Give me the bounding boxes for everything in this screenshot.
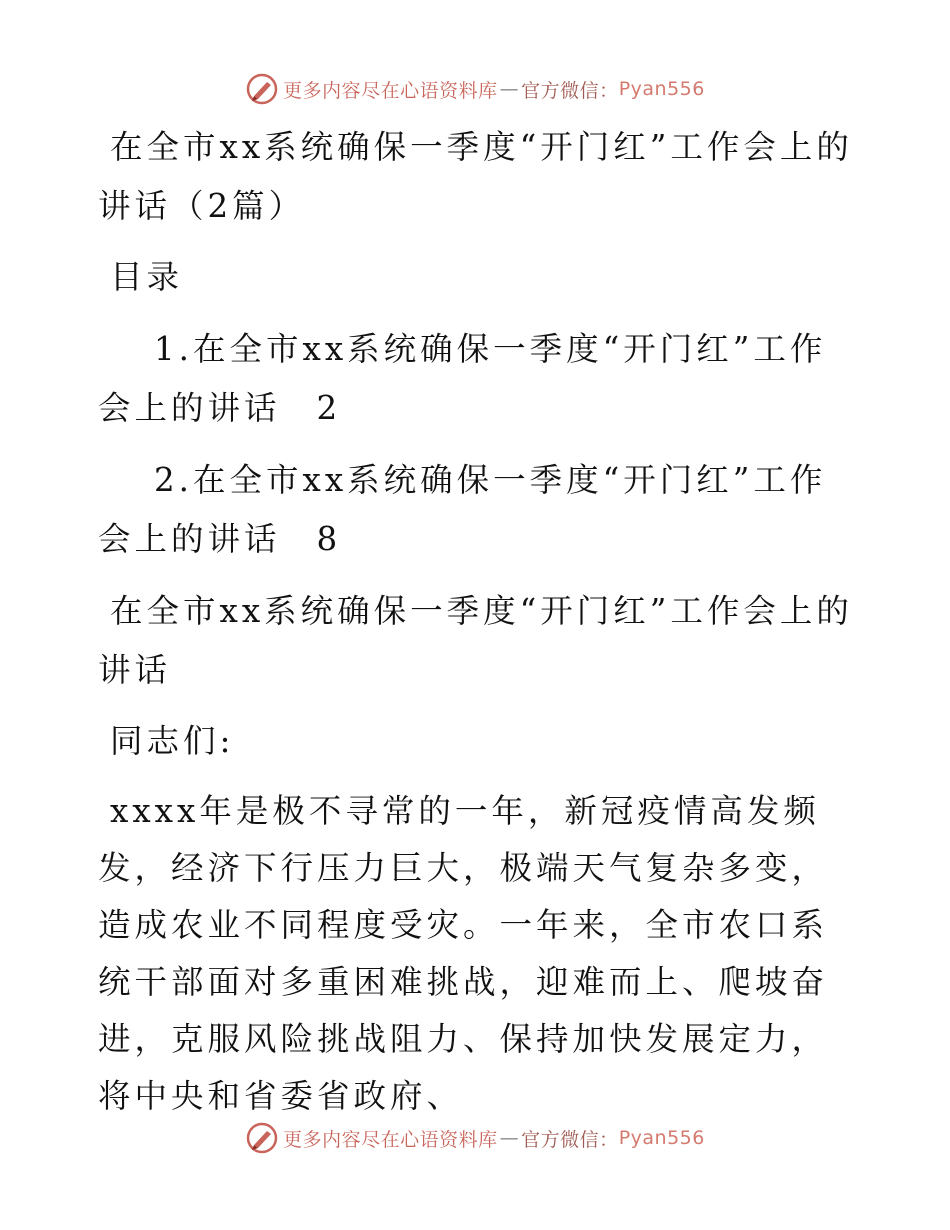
toc-item-label: 2.在全市xx系统确保一季度“开门红”工作会上的讲话 [98, 461, 827, 558]
pen-logo-icon [245, 72, 279, 106]
toc-item [98, 451, 858, 569]
watermark-wechat-label: 官方微信： [521, 79, 619, 102]
watermark-footer [0, 1121, 950, 1155]
section-title: 在全市xx系统确保一季度“开门红”工作会上的讲话 [98, 592, 853, 689]
toc-item-page: 2 [316, 389, 342, 427]
toc-item-label: 1.在全市xx系统确保一季度“开门红”工作会上的讲话 [98, 330, 827, 427]
toc-item-page: 8 [316, 520, 342, 558]
watermark-header [0, 72, 950, 106]
document-body [98, 118, 858, 1125]
watermark-dash: — [499, 78, 520, 100]
document-title: 在全市xx系统确保一季度“开门红”工作会上的讲话（2篇） [98, 128, 853, 225]
watermark-wechat-label: 官方微信： [521, 1128, 619, 1151]
pen-logo-icon [245, 1121, 279, 1155]
body-paragraph: xxxx年是极不寻常的一年，新冠疫情高发频发，经济下行压力巨大，极端天气复杂多变，造成农业不同程度受灾。一年来，全市农口系统干部面对多重困难挑战，迎难而上、爬坡奋进，克服风险挑战阻力、保持加快发展定力，将中央和省委省政府、 [98, 792, 829, 1115]
watermark-handle: Pyan556 [618, 78, 705, 100]
watermark-dash: — [499, 1127, 520, 1149]
salutation: 同志们: [110, 722, 235, 760]
watermark-text: 更多内容尽在心语资料库 [283, 79, 498, 102]
watermark-handle: Pyan556 [618, 1127, 705, 1149]
toc-item [98, 320, 858, 438]
watermark-text: 更多内容尽在心语资料库 [283, 1128, 498, 1151]
toc-heading: 目录 [110, 258, 184, 296]
